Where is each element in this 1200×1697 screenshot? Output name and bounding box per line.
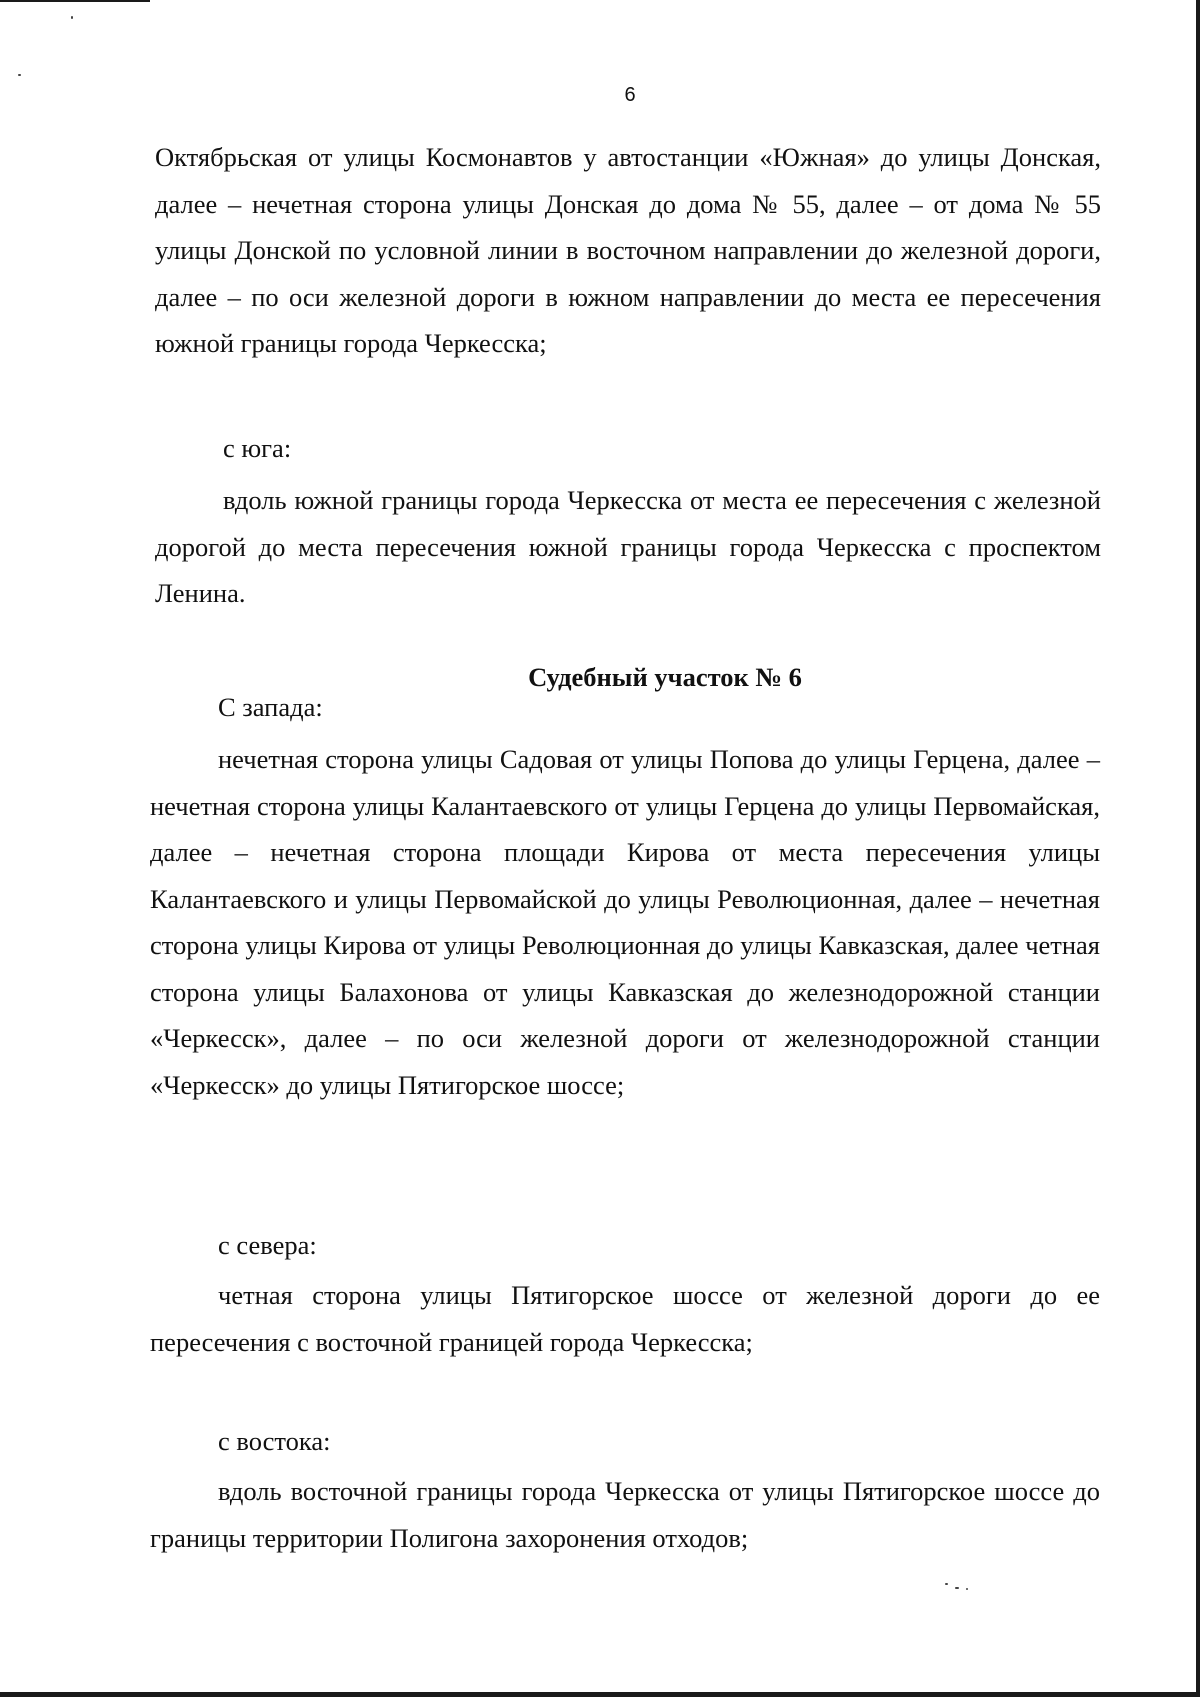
scan-speck — [945, 1583, 948, 1585]
scan-edge-top — [0, 0, 150, 2]
east-label: с востока: — [218, 1426, 331, 1456]
south-label: с юга: — [223, 433, 292, 463]
scan-speck — [966, 1588, 968, 1590]
page-number: 6 — [624, 84, 636, 106]
west-text: нечетная сторона улицы Садовая от улицы Попова до улицы Герцена, далее – нечетная сторона улицы Калантаевского от улицы Герцена до улицы Первомайская, далее – нечетная сторона площади Кирова от места пересечения улицы Калантаевского и улицы Первомайской до улицы Революционная, далее – нечетная сторона улицы Кирова от улицы Революционная до улицы Кавказская, далее четная сторона улицы Балахонова от улицы Кавказская до железнодорожной станции «Черкесск», далее – по оси железной дороги от железнодорожной станции «Черкесск» до улицы Пятигорское шоссе; — [150, 744, 1100, 1100]
section-heading: Судебный участок № 6 — [528, 662, 802, 692]
east-text: вдоль восточной границы города Черкесска от улицы Пятигорское шоссе до границы территории Полигона захоронения отходов; — [150, 1476, 1100, 1553]
scan-speck — [955, 1587, 959, 1589]
scan-speck — [18, 74, 21, 76]
north-text: четная сторона улицы Пятигорское шоссе от железной дороги до ее пересечения с восточной границей города Черкесска; — [150, 1280, 1100, 1357]
scan-edge-bottom — [0, 1692, 1200, 1697]
scan-edge-right — [1196, 0, 1200, 1697]
continuation-paragraph: Октябрьская от улицы Космонавтов у автостанции «Южная» до улицы Донская, далее – нечетная сторона улицы Донская до дома № 55, далее – от дома № 55 улицы Донской по условной линии в восточном направлении до железной дороги, далее – по оси железной дороги в южном направлении до места ее пересечения южной границы города Черкесска; — [155, 142, 1101, 358]
scan-speck — [71, 16, 73, 19]
west-label: С запада: — [218, 692, 323, 722]
north-label: с севера: — [218, 1230, 317, 1260]
south-text: вдоль южной границы города Черкесска от места ее пересечения с железной дорогой до места пересечения южной границы города Черкесска с проспектом Ленина. — [155, 485, 1101, 608]
